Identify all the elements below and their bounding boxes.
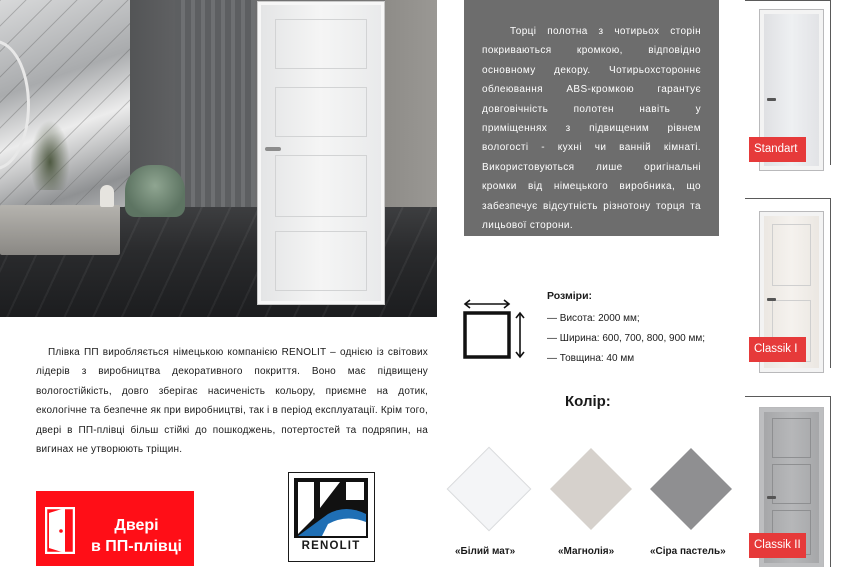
- model-card-standart[interactable]: [745, 0, 831, 165]
- size-thickness: — Товщина: 40 мм: [547, 353, 635, 364]
- table-lamp: [100, 185, 114, 207]
- sizes-title: Розміри:: [547, 290, 593, 302]
- model-label-classik-1: Classik I: [749, 337, 806, 362]
- armchair: [125, 165, 185, 217]
- plant: [30, 120, 70, 190]
- swatch-label-magnolia: «Магнолія»: [558, 546, 615, 557]
- swatch-white-matte[interactable]: [448, 448, 530, 530]
- swatch-label-white-matte: «Білий мат»: [455, 546, 516, 557]
- film-description: Плівка ПП виробляється німецькою компанією RENOLIT – однією із світових лідерів з виробництва декоративного покриття. Воно має підвищену вологостійкість, довго зберігає насиченість кольору, приємне на дотик, екологічне та безпечне як при виробництві, так і в період експлуатації. Крім того, двері в ПП-плівці більш стійкі до пошкоджень, потертостей та подряпин, на вигинах не утворюють тріщин.: [36, 347, 428, 456]
- renolit-wordmark: RENOLIT: [301, 540, 361, 552]
- photo-door: [258, 2, 384, 304]
- model-card-classik-2[interactable]: [745, 396, 831, 567]
- renolit-mark-icon: [294, 478, 368, 538]
- wood-slats: [175, 0, 255, 230]
- coffee-table: [0, 205, 120, 255]
- renolit-logo: [288, 472, 375, 562]
- size-width: — Ширина: 600, 700, 800, 900 мм;: [547, 333, 706, 344]
- model-label-classik-2: Classik II: [749, 533, 806, 558]
- interior-photo: [0, 0, 437, 317]
- brand-logo: [36, 491, 194, 566]
- brand-line-1: Двері: [114, 517, 159, 534]
- swatch-label-grey-pastel: «Сіра пастель»: [650, 546, 726, 557]
- swatch-grey-pastel[interactable]: [650, 448, 732, 530]
- door-size-icon: [462, 296, 528, 364]
- edge-info-text: Торці полотна з чотирьох сторін покриваються кромкою, відповідно основному декору. Чотирьохстороннє облеювання ABS-кромкою гарантує довговічність полотен навіть у приміщеннях з підвищеним рівнем вологості - кухні чи ванній кімнаті. Використовуються лише оригінальні кромки від німецького виробника, що забезпечує відсутність різнотону торця та лицьової сторони.: [482, 26, 701, 232]
- swatch-magnolia[interactable]: [550, 448, 632, 530]
- size-height: — Висота: 2000 мм;: [547, 313, 640, 324]
- model-card-classik-1[interactable]: [745, 198, 831, 368]
- edge-info-box: [464, 0, 719, 236]
- door-icon: [45, 507, 75, 554]
- brand-line-2: в ПП-плівці: [91, 538, 182, 555]
- color-title: Колір:: [565, 393, 611, 410]
- sizes-block: [547, 290, 705, 369]
- model-label-standart: Standart: [749, 137, 806, 162]
